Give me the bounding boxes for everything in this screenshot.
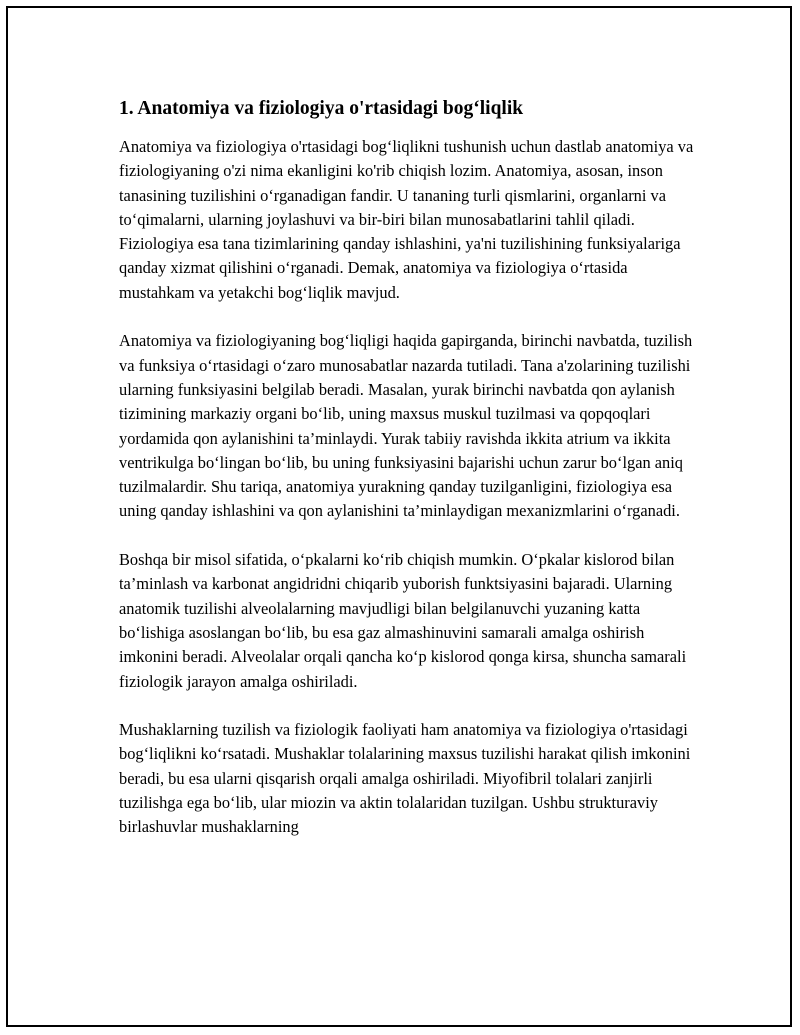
- paragraph-2: Anatomiya va fiziologiyaning bog‘liqligi haqida gapirganda, birinchi navbatda, tuzilish va funksiya o‘rtasidagi o‘zaro munosabatlar nazarda tutiladi. Tana a'zolarining tuzilishi ularning funksiyasini belgilab beradi. Masalan, yurak birinchi navbatda qon aylanish tizimining markaziy organi bo‘lib, uning maxsus muskul tuzilmasi va qopqoqlari yordamida qon aylanishini ta’minlaydi. Yurak tabiiy ravishda ikkita atrium va ikkita ventrikulga bo‘lingan bo‘lib, bu uning funksiyasini bajarishi uchun zarur bo‘lgan aniq tuzilmalardir. Shu tariqa, anatomiya yurakning qanday tuzilganligini, fiziologiya esa uning qanday ishlashini va qon aylanishini ta’minlaydigan mexanizmlarini o‘rganadi.: [119, 331, 693, 521]
- document-body: [119, 97, 694, 864]
- page-frame: [6, 6, 792, 1027]
- section-heading: 1. Anatomiya va fiziologiya o'rtasidagi bog‘liqlik: [119, 98, 524, 119]
- paragraph-3: Boshqa bir misol sifatida, o‘pkalarni ko‘rib chiqish mumkin. O‘pkalar kislorod bilan ta’minlash va karbonat angidridni chiqarib yuborish funktsiyasini bajaradi. Ularning anatomik tuzilishi alveolalarning mavjudligi bilan belgilanuvchi yuzaning katta bo‘lishiga asoslangan bo‘lib, bu esa gaz almashinuvini samarali amalga oshirish imkonini beradi. Alveolalar orqali qancha ko‘p kislorod qonga kirsa, shuncha samarali fiziologik jarayon amalga oshiriladi.: [119, 550, 687, 691]
- paragraph-1: Anatomiya va fiziologiya o'rtasidagi bog‘liqlikni tushunish uchun dastlab anatomiya va fiziologiyaning o'zi nima ekanligini ko'rib chiqish lozim. Anatomiya, asosan, inson tanasining tuzilishini o‘rganadigan fandir. U tananing turli qismlarini, organlarni va to‘qimalarni, ularning joylashuvi va bir-biri bilan munosabatlarini tahlil qiladi. Fiziologiya esa tana tizimlarining qanday ishlashini, ya'ni tuzilishining funksiyalariga qanday xizmat qilishini o‘rganadi. Demak, anatomiya va fiziologiya o‘rtasida mustahkam va yetakchi bog‘liqlik mavjud.: [119, 137, 694, 302]
- paragraph-4: Mushaklarning tuzilish va fiziologik faoliyati ham anatomiya va fiziologiya o'rtasidagi bog‘liqlikni ko‘rsatadi. Mushaklar tolalarining maxsus tuzilishi harakat qilish imkonini beradi, bu esa ularni qisqarish orqali amalga oshiriladi. Miyofibril tolalari zanjirli tuzilishga ega bo‘lib, ular miozin va aktin tolalaridan tuzilgan. Ushbu strukturaviy birlashuvlar mushaklarning: [119, 720, 691, 837]
